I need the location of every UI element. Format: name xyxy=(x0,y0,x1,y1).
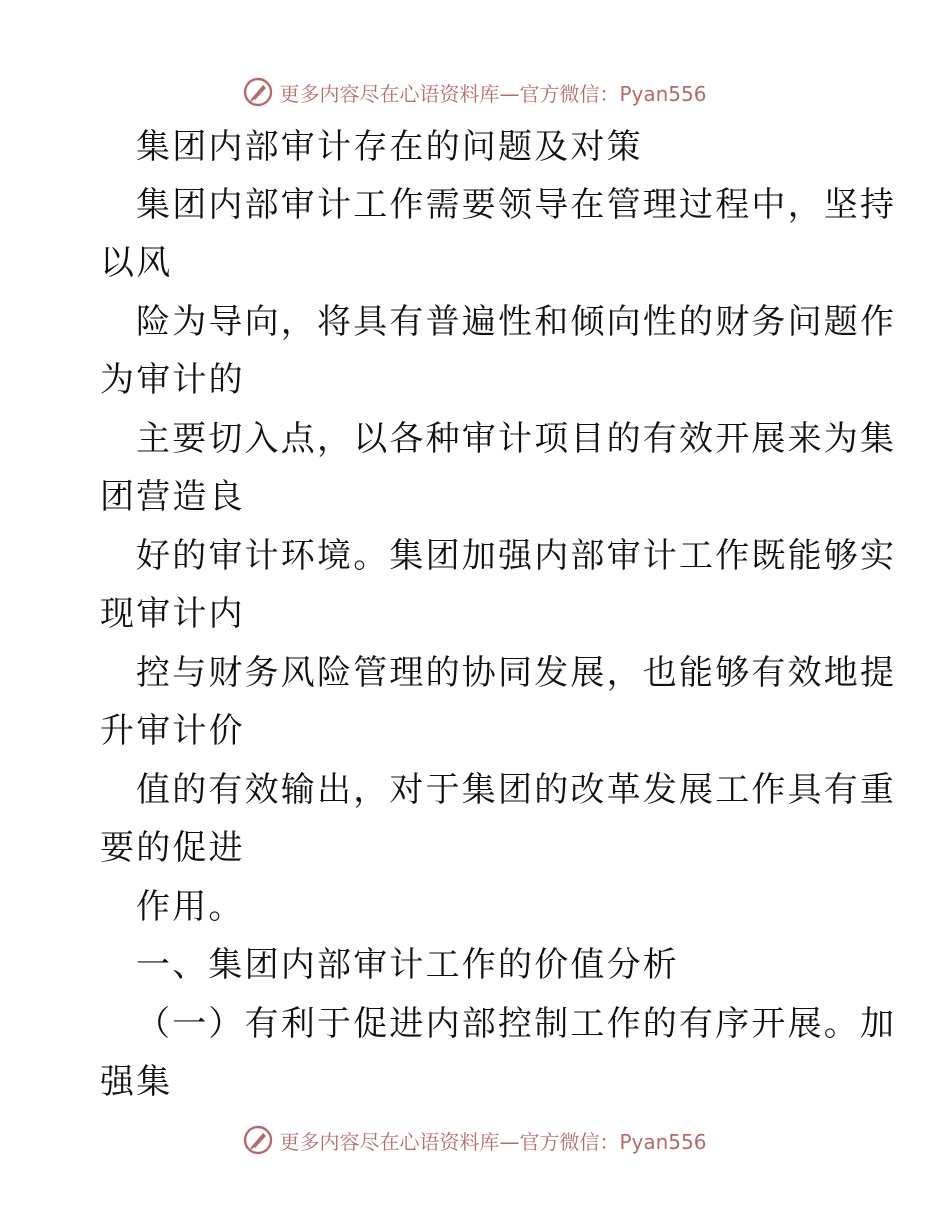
paragraph-line: 以风 xyxy=(100,243,173,283)
paragraph-line: 作用。 xyxy=(136,887,245,927)
paragraph-line: 强集 xyxy=(100,1062,173,1102)
paragraph-line: 要的促进 xyxy=(100,828,245,868)
quill-logo-icon xyxy=(243,1125,273,1155)
section-heading: 一、集团内部审计工作的价值分析 xyxy=(136,945,679,985)
paragraph-line: 值的有效输出，对于集团的改革发展工作具有重 xyxy=(136,770,897,810)
paragraph-line: 为审计的 xyxy=(100,360,245,400)
footer-watermark xyxy=(0,1120,950,1160)
document-title: 集团内部审计存在的问题及对策 xyxy=(136,127,643,167)
paragraph-line: 团营造良 xyxy=(100,477,245,517)
watermark-text: 更多内容尽在心语资料库—官方微信：Pyan556 xyxy=(279,1129,707,1154)
paragraph-line: 现审计内 xyxy=(100,594,245,634)
paragraph-line: 集团内部审计工作需要领导在管理过程中，坚持 xyxy=(136,185,897,225)
paragraph-line: 好的审计环境。集团加强内部审计工作既能够实 xyxy=(136,536,897,576)
subsection-heading: （一）有利于促进内部控制工作的有序开展。加 xyxy=(136,1004,897,1044)
paragraph-line: 主要切入点，以各种审计项目的有效开展来为集 xyxy=(136,419,897,459)
paragraph-line: 升审计价 xyxy=(100,711,245,751)
watermark-text: 更多内容尽在心语资料库—官方微信：Pyan556 xyxy=(279,81,707,106)
paragraph-line: 控与财务风险管理的协同发展，也能够有效地提 xyxy=(136,653,897,693)
paragraph-line: 险为导向，将具有普遍性和倾向性的财务问题作 xyxy=(136,302,897,342)
